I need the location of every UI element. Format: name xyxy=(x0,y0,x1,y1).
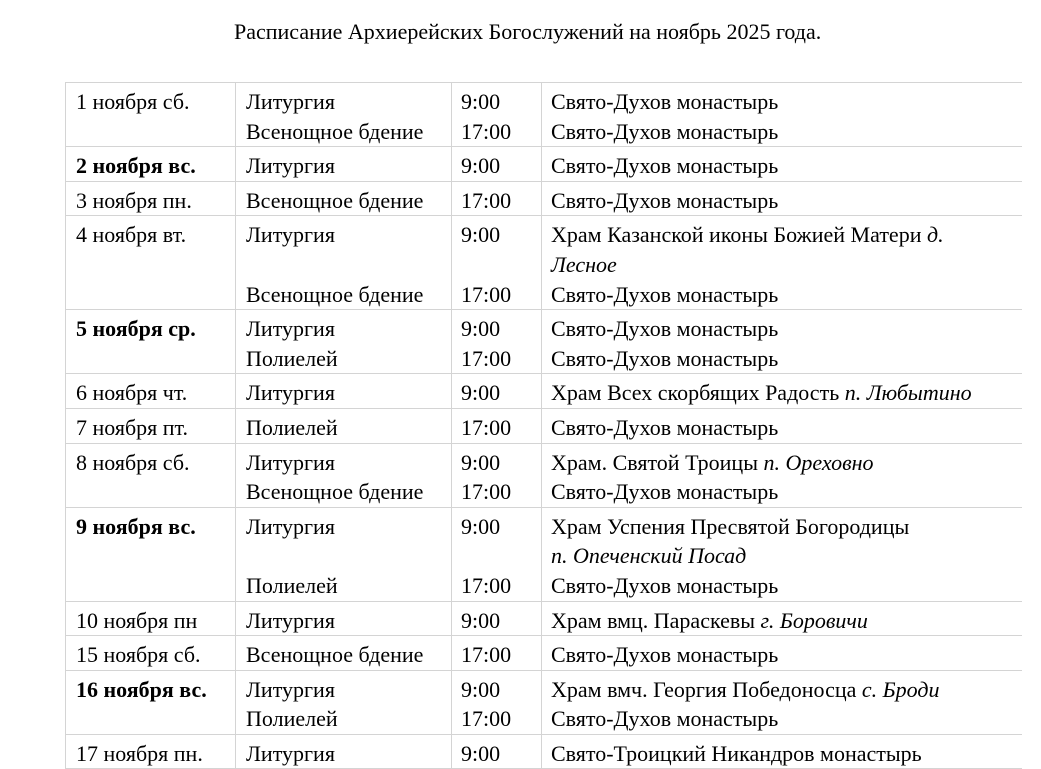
time-cell xyxy=(452,216,542,310)
place-name: Храм Всех скорбящих Радость xyxy=(551,380,845,406)
place-cell xyxy=(542,83,1022,147)
place-cell xyxy=(542,734,1022,769)
place-name: Храм Казанской иконы Божией Матери xyxy=(551,222,927,248)
place-name: Свято-Духов монастырь xyxy=(551,642,779,668)
time-cell xyxy=(452,734,542,769)
service-cell xyxy=(236,83,452,147)
date-cell xyxy=(66,310,236,374)
place-line xyxy=(551,640,1022,670)
service-cell xyxy=(236,670,452,734)
service-cell xyxy=(236,601,452,636)
place-cell xyxy=(542,374,1022,409)
time-cell xyxy=(452,181,542,216)
service-name: Всенощное бдение xyxy=(246,187,424,213)
time-cell xyxy=(452,374,542,409)
place-line xyxy=(551,413,1022,443)
service-time: 17:00 xyxy=(461,345,512,371)
place-line xyxy=(551,151,1022,181)
date-cell xyxy=(66,670,236,734)
service-cell xyxy=(236,636,452,671)
place-line xyxy=(551,117,1022,147)
service-cell xyxy=(236,216,452,310)
schedule-row xyxy=(66,310,1022,374)
place-line xyxy=(551,477,1022,507)
service-name: Литургия xyxy=(246,316,335,342)
place-cell xyxy=(542,507,1022,601)
place-cell xyxy=(542,147,1022,182)
service-time: 17:00 xyxy=(461,187,512,213)
place-name: Свято-Духов монастырь xyxy=(551,281,779,307)
schedule-row xyxy=(66,216,1022,310)
date-cell xyxy=(66,374,236,409)
date-text: 16 ноября вс. xyxy=(76,676,207,702)
schedule-table xyxy=(65,82,1022,769)
place-line xyxy=(551,314,1022,344)
place-name: Храм вмц. Параскевы xyxy=(551,607,761,633)
place-name: Храм. Святой Троицы xyxy=(551,449,764,475)
place-name: Свято-Духов монастырь xyxy=(551,572,779,598)
date-cell xyxy=(66,181,236,216)
document-title: Расписание Архиерейских Богослужений на ноябрь 2025 года. xyxy=(234,19,822,44)
service-cell xyxy=(236,310,452,374)
spacer-line xyxy=(461,541,541,571)
schedule-row xyxy=(66,734,1022,769)
service-time: 17:00 xyxy=(461,642,512,668)
schedule-row xyxy=(66,443,1022,507)
place-cell xyxy=(542,181,1022,216)
place-cell xyxy=(542,601,1022,636)
place-line xyxy=(551,87,1022,117)
place-cell xyxy=(542,408,1022,443)
time-cell xyxy=(452,601,542,636)
schedule-row xyxy=(66,601,1022,636)
place-line xyxy=(551,186,1022,216)
service-time: 9:00 xyxy=(461,676,501,702)
service-name: Всенощное бдение xyxy=(246,642,424,668)
place-name: Свято-Духов монастырь xyxy=(551,153,779,179)
service-time: 17:00 xyxy=(461,572,512,598)
service-name: Литургия xyxy=(246,740,335,766)
time-cell xyxy=(452,83,542,147)
place-line xyxy=(551,344,1022,374)
time-cell xyxy=(452,310,542,374)
date-text: 15 ноября сб. xyxy=(76,642,201,668)
service-name: Литургия xyxy=(246,449,335,475)
service-cell xyxy=(236,147,452,182)
date-text: 5 ноября ср. xyxy=(76,316,196,342)
place-name: Свято-Духов монастырь xyxy=(551,187,779,213)
date-text: 7 ноября пт. xyxy=(76,414,189,440)
place-line xyxy=(551,675,1022,705)
place-locality: г. Боровичи xyxy=(760,607,868,633)
service-name: Полиелей xyxy=(246,572,338,598)
service-time: 9:00 xyxy=(461,222,501,248)
time-cell xyxy=(452,443,542,507)
service-name: Литургия xyxy=(246,380,335,406)
service-cell xyxy=(236,507,452,601)
place-line xyxy=(551,280,1022,310)
service-name: Полиелей xyxy=(246,414,338,440)
service-name: Литургия xyxy=(246,676,335,702)
place-line xyxy=(551,250,1022,280)
time-cell xyxy=(452,670,542,734)
service-name: Всенощное бдение xyxy=(246,118,424,144)
service-time: 17:00 xyxy=(461,281,512,307)
place-name: Храм вмч. Георгия Победоносца xyxy=(551,676,862,702)
place-line xyxy=(551,606,1022,636)
place-locality: Лесное xyxy=(551,251,617,277)
place-cell xyxy=(542,310,1022,374)
service-cell xyxy=(236,374,452,409)
date-cell xyxy=(66,147,236,182)
date-text: 4 ноября вт. xyxy=(76,222,187,248)
place-name: Свято-Духов монастырь xyxy=(551,706,779,732)
place-line xyxy=(551,571,1022,601)
place-locality: п. Ореховно xyxy=(763,449,874,475)
schedule-row xyxy=(66,670,1022,734)
place-locality: д. xyxy=(926,222,944,248)
date-cell xyxy=(66,636,236,671)
service-time: 9:00 xyxy=(461,513,501,539)
place-line xyxy=(551,220,1022,250)
spacer-line xyxy=(246,541,451,571)
time-cell xyxy=(452,147,542,182)
spacer-line xyxy=(461,250,541,280)
service-time: 9:00 xyxy=(461,89,501,114)
place-locality: с. Броди xyxy=(861,676,940,702)
service-cell xyxy=(236,734,452,769)
schedule-row xyxy=(66,147,1022,182)
schedule-body xyxy=(66,83,1022,769)
service-name: Литургия xyxy=(246,153,335,179)
place-name: Свято-Духов монастырь xyxy=(551,118,779,144)
date-cell xyxy=(66,507,236,601)
place-cell xyxy=(542,670,1022,734)
schedule-row xyxy=(66,374,1022,409)
date-text: 10 ноября пн xyxy=(76,607,198,633)
service-name: Литургия xyxy=(246,222,335,248)
service-cell xyxy=(236,408,452,443)
service-name: Литургия xyxy=(246,89,335,114)
date-text: 3 ноября пн. xyxy=(76,187,192,213)
service-time: 17:00 xyxy=(461,479,512,505)
date-cell xyxy=(66,601,236,636)
service-name: Полиелей xyxy=(246,706,338,732)
date-text: 8 ноября сб. xyxy=(76,449,190,475)
date-cell xyxy=(66,734,236,769)
place-line xyxy=(551,739,1022,769)
place-line xyxy=(551,512,1022,542)
place-name: Свято-Духов монастырь xyxy=(551,89,779,114)
place-line xyxy=(551,448,1022,478)
service-name: Литургия xyxy=(246,607,335,633)
schedule-row xyxy=(66,83,1022,147)
place-name: Храм Успения Пресвятой Богородицы xyxy=(551,513,910,539)
date-cell xyxy=(66,216,236,310)
date-cell xyxy=(66,408,236,443)
service-name: Всенощное бдение xyxy=(246,479,424,505)
place-line xyxy=(551,378,1022,408)
place-line xyxy=(551,704,1022,734)
place-name: Свято-Духов монастырь xyxy=(551,345,779,371)
service-time: 17:00 xyxy=(461,706,512,732)
schedule-row xyxy=(66,181,1022,216)
schedule-row xyxy=(66,507,1022,601)
place-locality: п. Опеченский Посад xyxy=(551,543,747,569)
schedule-row xyxy=(66,636,1022,671)
service-time: 9:00 xyxy=(461,740,501,766)
date-text: 2 ноября вс. xyxy=(76,153,196,179)
place-name: Свято-Духов монастырь xyxy=(551,414,779,440)
service-time: 9:00 xyxy=(461,449,501,475)
service-time: 9:00 xyxy=(461,316,501,342)
date-text: 9 ноября вс. xyxy=(76,513,196,539)
date-cell xyxy=(66,443,236,507)
place-name: Свято-Духов монастырь xyxy=(551,479,779,505)
service-cell xyxy=(236,443,452,507)
time-cell xyxy=(452,636,542,671)
place-locality: п. Любытино xyxy=(844,380,972,406)
time-cell xyxy=(452,507,542,601)
place-cell xyxy=(542,443,1022,507)
service-time: 17:00 xyxy=(461,118,512,144)
place-cell xyxy=(542,636,1022,671)
date-text: 17 ноября пн. xyxy=(76,740,203,766)
service-name: Полиелей xyxy=(246,345,338,371)
schedule-row xyxy=(66,408,1022,443)
place-name: Свято-Духов монастырь xyxy=(551,316,779,342)
service-time: 9:00 xyxy=(461,380,501,406)
service-time: 9:00 xyxy=(461,153,501,179)
place-line xyxy=(551,541,1022,571)
place-cell xyxy=(542,216,1022,310)
service-cell xyxy=(236,181,452,216)
service-name: Литургия xyxy=(246,513,335,539)
service-time: 9:00 xyxy=(461,607,501,633)
place-name: Свято-Троицкий Никандров монастырь xyxy=(551,740,922,766)
date-text: 1 ноября сб. xyxy=(76,89,190,114)
date-text: 6 ноября чт. xyxy=(76,380,188,406)
service-time: 17:00 xyxy=(461,414,512,440)
date-cell xyxy=(66,83,236,147)
spacer-line xyxy=(246,250,451,280)
service-name: Всенощное бдение xyxy=(246,281,424,307)
time-cell xyxy=(452,408,542,443)
